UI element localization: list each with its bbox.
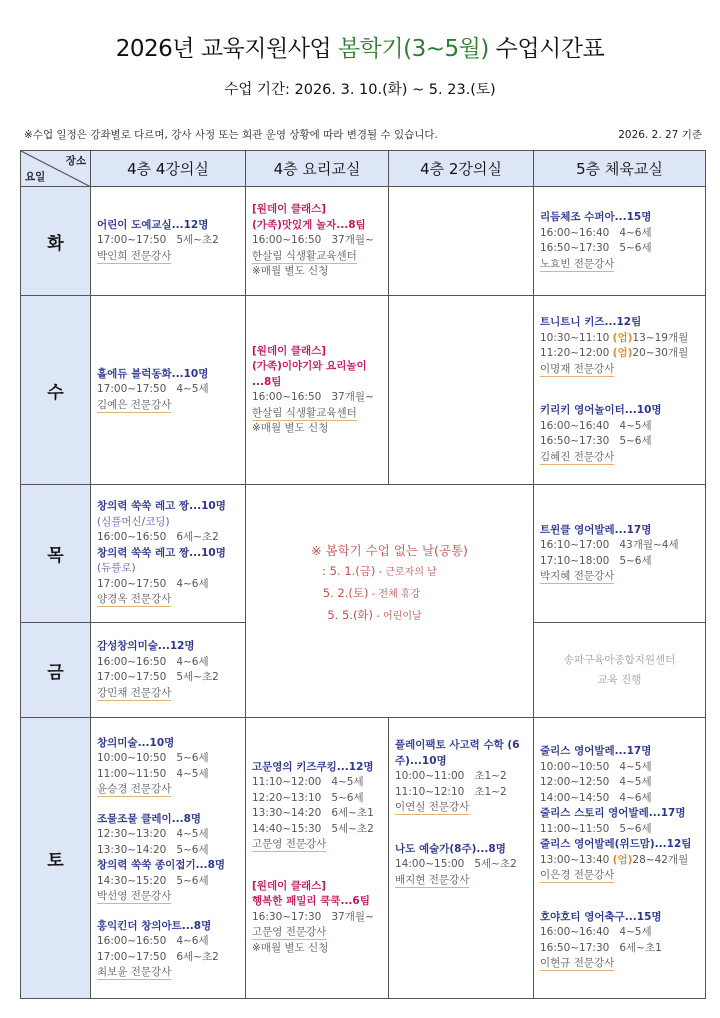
holiday-notice-cell bbox=[246, 485, 534, 718]
external-org: 송파구육아종합지원센터 bbox=[563, 654, 676, 666]
wed-gym-cell bbox=[534, 296, 706, 485]
class-name: 줄리스 영어발레(위드맘)...12팀 bbox=[540, 838, 692, 851]
time-range: 11:20~12:00 bbox=[540, 347, 613, 359]
holiday-item bbox=[252, 561, 527, 583]
base-date: 2026. 2. 27 기준 bbox=[618, 129, 702, 141]
class-block bbox=[97, 499, 239, 546]
page-title bbox=[0, 30, 720, 63]
column-header-gym: 5층 체육교실 bbox=[534, 151, 706, 187]
signup-note: ※매월 별도 신청 bbox=[252, 941, 329, 954]
age-range: 20~30개월 bbox=[632, 347, 689, 359]
class-time: 10:00~10:50 5~6세 bbox=[97, 752, 209, 764]
class-time: 16:00~16:50 6세~초2 bbox=[97, 531, 219, 544]
class-time: 14:00~15:00 5세~초2 bbox=[395, 858, 517, 870]
teacher-name: 박인희 전문강사 bbox=[97, 249, 172, 262]
class-time: 16:50~17:30 5~6세 bbox=[540, 435, 652, 447]
schedule-change-notice: ※수업 일정은 강좌별로 다르며, 강사 사정 또는 회관 운영 상황에 따라 변경될 수 있습니다. bbox=[24, 129, 438, 141]
title-semester-highlight: 봄학기(3~5월) bbox=[337, 36, 489, 62]
fri-room4-cell bbox=[91, 623, 246, 718]
day-label: 요일 bbox=[25, 171, 46, 183]
class-time: 13:30~14:20 6세~초1 bbox=[252, 807, 374, 820]
corner-cell bbox=[21, 151, 91, 187]
class-time: 16:10~17:00 43개월~4세 bbox=[540, 539, 679, 551]
class-name: 창의력 쑥쑥 종이접기...8명 bbox=[97, 859, 226, 871]
teacher-name: 박지혜 전문강사 bbox=[540, 570, 615, 582]
teacher-name: 한살림 식생활교육센터 bbox=[252, 406, 357, 419]
column-header-cooking: 4층 요리교실 bbox=[246, 151, 389, 187]
class-block bbox=[97, 812, 239, 859]
class-name: 키리키 영어놀이터...10명 bbox=[540, 404, 662, 416]
time-range: 13:00~13:40 bbox=[540, 853, 613, 866]
class-name: (가족)이야기와 요리놀이 ...8팀 bbox=[252, 360, 367, 388]
row-wednesday bbox=[21, 296, 706, 485]
class-block bbox=[540, 403, 699, 465]
sat-room2-cell bbox=[389, 718, 534, 999]
class-time: 16:00~16:40 4~5세 bbox=[540, 926, 652, 939]
class-name: 플레이팩토 사고력 수학 (6주)...10명 bbox=[395, 739, 520, 767]
holiday-item bbox=[252, 583, 527, 605]
thu-gym-cell bbox=[534, 485, 706, 623]
class-time: 16:00~16:40 4~6세 bbox=[540, 226, 652, 239]
oneday-tag: [원데이 클래스] bbox=[252, 879, 327, 892]
teacher-name: 고문영 전문강사 bbox=[252, 838, 327, 851]
class-block bbox=[252, 344, 382, 437]
class-time: 14:30~15:20 5~6세 bbox=[97, 874, 209, 887]
class-time: 16:00~16:40 4~5세 bbox=[540, 419, 652, 432]
class-time: 17:00~17:50 6세~초2 bbox=[97, 950, 219, 963]
teacher-name: 이연실 전문강사 bbox=[395, 801, 470, 813]
tue-room2-cell bbox=[389, 187, 534, 296]
teacher-name: 이현규 전문강사 bbox=[540, 957, 615, 970]
column-header-room2: 4층 2강의실 bbox=[389, 151, 534, 187]
class-block bbox=[97, 736, 239, 798]
class-time bbox=[540, 346, 699, 362]
class-block bbox=[97, 919, 239, 981]
class-name: 트윈클 영어발레...17명 bbox=[540, 523, 652, 536]
class-period: 수업 기간: 2026. 3. 10.(화) ~ 5. 23.(토) bbox=[224, 82, 496, 98]
external-program-note bbox=[540, 650, 699, 690]
class-name: 창의력 쑥쑥 레고 짱...10명 bbox=[97, 546, 226, 559]
teacher-name: 박선영 전문강사 bbox=[97, 890, 172, 902]
class-time: 14:40~15:30 5세~초2 bbox=[252, 822, 374, 835]
title-suffix: 수업시간표 bbox=[488, 36, 605, 62]
teacher-name: 배지현 전문강사 bbox=[395, 873, 470, 886]
external-desc: 교육 진행 bbox=[597, 674, 642, 686]
class-name: 나도 예술가(8주)...8명 bbox=[395, 842, 506, 855]
class-name: 창의미술...10명 bbox=[97, 736, 175, 749]
class-name: 줄리스 영어발레...17명 bbox=[540, 745, 652, 758]
teacher-name: 고문영 전문강사 bbox=[252, 926, 327, 939]
class-time: 17:00~17:50 4~5세 bbox=[97, 383, 209, 396]
class-time: 11:10~12:00 4~5세 bbox=[252, 776, 364, 789]
teacher-name: 양경옥 전문강사 bbox=[97, 593, 172, 606]
class-name: 감성창의미술...12명 bbox=[97, 640, 195, 652]
teacher-name: 김예은 전문강사 bbox=[97, 398, 172, 411]
column-header-room4: 4층 4강의실 bbox=[91, 151, 246, 187]
class-time: 12:00~12:50 4~5세 bbox=[540, 776, 652, 789]
signup-note: ※매월 별도 신청 bbox=[252, 265, 329, 278]
teacher-name: 김혜진 전문강사 bbox=[540, 450, 615, 463]
class-time: 11:10~12:10 초1~2 bbox=[395, 785, 507, 798]
class-time: 17:00~17:50 4~6세 bbox=[97, 577, 209, 590]
class-time: 10:00~11:00 초1~2 bbox=[395, 770, 507, 782]
class-name: 고문영의 키즈쿠킹...12명 bbox=[252, 760, 374, 773]
class-time: 17:00~17:50 5세~초2 bbox=[97, 671, 219, 683]
holiday-item bbox=[252, 605, 527, 627]
place-label: 장소 bbox=[65, 155, 86, 167]
class-block bbox=[395, 842, 527, 889]
class-time: 12:20~13:10 5~6세 bbox=[252, 791, 364, 804]
class-time: 16:50~17:30 5~6세 bbox=[540, 242, 652, 254]
sat-gym-cell bbox=[534, 718, 706, 999]
mom-tag: (엄) bbox=[612, 853, 633, 866]
class-time: 13:30~14:20 5~6세 bbox=[97, 843, 209, 856]
class-block bbox=[540, 806, 699, 837]
class-time: 16:00~16:50 37개월~ bbox=[252, 234, 374, 247]
holiday-desc: - 어린이날 bbox=[373, 610, 422, 622]
class-block bbox=[252, 202, 382, 280]
class-time: 16:00~16:50 4~6세 bbox=[97, 655, 209, 668]
tue-cooking-cell bbox=[246, 187, 389, 296]
class-name: 어린이 도예교실...12명 bbox=[97, 218, 209, 231]
class-block bbox=[97, 218, 239, 265]
class-time bbox=[540, 331, 699, 347]
day-friday: 금 bbox=[21, 623, 91, 718]
class-name: 리듬체조 수퍼아...15명 bbox=[540, 211, 652, 223]
class-time: 16:30~17:30 37개월~ bbox=[252, 910, 374, 923]
class-name: 행복한 패밀리 쿡쿡...6팀 bbox=[252, 895, 370, 908]
oneday-tag: [원데이 클래스] bbox=[252, 344, 327, 357]
tue-room4-cell bbox=[91, 187, 246, 296]
class-time: 16:50~17:30 6세~초1 bbox=[540, 941, 662, 954]
class-name: 홀에듀 블럭동화...10명 bbox=[97, 367, 209, 380]
class-block bbox=[97, 639, 239, 701]
header-row bbox=[21, 151, 706, 187]
teacher-name: 이명재 전문강사 bbox=[540, 362, 615, 375]
age-range: 28~42개월 bbox=[632, 853, 689, 866]
thu-room4-cell bbox=[91, 485, 246, 623]
age-range: 13~19개월 bbox=[632, 331, 689, 344]
class-time: 17:00~17:50 5세~초2 bbox=[97, 234, 219, 247]
oneday-tag: [원데이 클래스] bbox=[252, 203, 327, 216]
class-time: 16:00~16:50 37개월~ bbox=[252, 391, 374, 403]
class-block bbox=[252, 879, 382, 957]
class-name: 호야호티 영어축구...15명 bbox=[540, 910, 662, 923]
class-block bbox=[540, 910, 699, 972]
class-block bbox=[540, 523, 699, 585]
class-name: 트니트니 키즈...12팀 bbox=[540, 316, 642, 328]
day-saturday: 토 bbox=[21, 718, 91, 999]
time-range: 10:30~11:10 bbox=[540, 331, 613, 344]
class-block bbox=[395, 738, 527, 816]
mom-tag: (엄) bbox=[612, 331, 633, 344]
class-block bbox=[97, 546, 239, 608]
teacher-name: 한살림 식생활교육센터 bbox=[252, 249, 357, 262]
class-subtitle: (심플머신/코딩) bbox=[97, 515, 170, 528]
class-block bbox=[540, 837, 699, 884]
holiday-date: 5. 2.(토) bbox=[322, 585, 369, 600]
teacher-name: 최보윤 전문강사 bbox=[97, 966, 172, 978]
class-name: 홍익킨더 창의아트...8명 bbox=[97, 919, 212, 932]
wed-room2-cell bbox=[389, 296, 534, 485]
class-time bbox=[540, 853, 699, 869]
wed-cooking-cell bbox=[246, 296, 389, 485]
class-block bbox=[252, 760, 382, 853]
class-time: 11:00~11:50 5~6세 bbox=[540, 822, 652, 835]
class-block bbox=[97, 858, 239, 905]
teacher-name: 윤승경 전문강사 bbox=[97, 783, 172, 795]
class-time: 12:30~13:20 4~5세 bbox=[97, 828, 209, 840]
teacher-name: 이은경 전문강사 bbox=[540, 869, 615, 882]
class-time: 10:00~10:50 4~5세 bbox=[540, 760, 652, 773]
timetable bbox=[20, 150, 706, 999]
class-time: 16:00~16:50 4~6세 bbox=[97, 935, 209, 947]
class-name: (가족)맛있게 놀자...8팀 bbox=[252, 218, 366, 231]
row-thursday bbox=[21, 485, 706, 623]
holiday-desc: - 근로자의 날 bbox=[375, 566, 437, 578]
holiday-date: : 5. 1.(금) bbox=[322, 563, 376, 578]
class-time: 14:00~14:50 4~6세 bbox=[540, 791, 652, 804]
class-name: 줄리스 스토리 영어발레...17명 bbox=[540, 807, 686, 820]
holiday-title: ※ 봄학기 수업 없는 날(공통) bbox=[311, 542, 468, 558]
class-name: 조물조물 클레이...8명 bbox=[97, 812, 202, 825]
teacher-name: 강민채 전문강사 bbox=[97, 686, 172, 699]
row-saturday bbox=[21, 718, 706, 999]
signup-note: ※매월 별도 신청 bbox=[252, 422, 329, 434]
holiday-notice bbox=[252, 540, 527, 627]
class-subtitle: (듀플로) bbox=[97, 562, 136, 575]
tue-gym-cell bbox=[534, 187, 706, 296]
holiday-date: 5. 5.(화) bbox=[327, 607, 374, 622]
class-block bbox=[540, 744, 699, 806]
holiday-desc: - 전체 휴강 bbox=[368, 588, 421, 600]
class-block bbox=[540, 210, 699, 272]
class-block bbox=[540, 315, 699, 377]
title-prefix: 2026년 교육지원사업 bbox=[115, 36, 338, 62]
row-tuesday bbox=[21, 187, 706, 296]
wed-room4-cell bbox=[91, 296, 246, 485]
class-name: 창의력 쑥쑥 레고 짱...10명 bbox=[97, 500, 226, 513]
day-wednesday: 수 bbox=[21, 296, 91, 485]
day-tuesday: 화 bbox=[21, 187, 91, 296]
sat-room4-cell bbox=[91, 718, 246, 999]
class-time: 17:10~18:00 5~6세 bbox=[540, 554, 652, 567]
mom-tag: (엄) bbox=[612, 347, 633, 359]
sat-cooking-cell bbox=[246, 718, 389, 999]
day-thursday: 목 bbox=[21, 485, 91, 623]
teacher-name: 노효빈 전문강사 bbox=[540, 257, 615, 270]
class-block bbox=[97, 367, 239, 414]
fri-gym-cell bbox=[534, 623, 706, 718]
class-time: 11:00~11:50 4~5세 bbox=[97, 767, 209, 780]
